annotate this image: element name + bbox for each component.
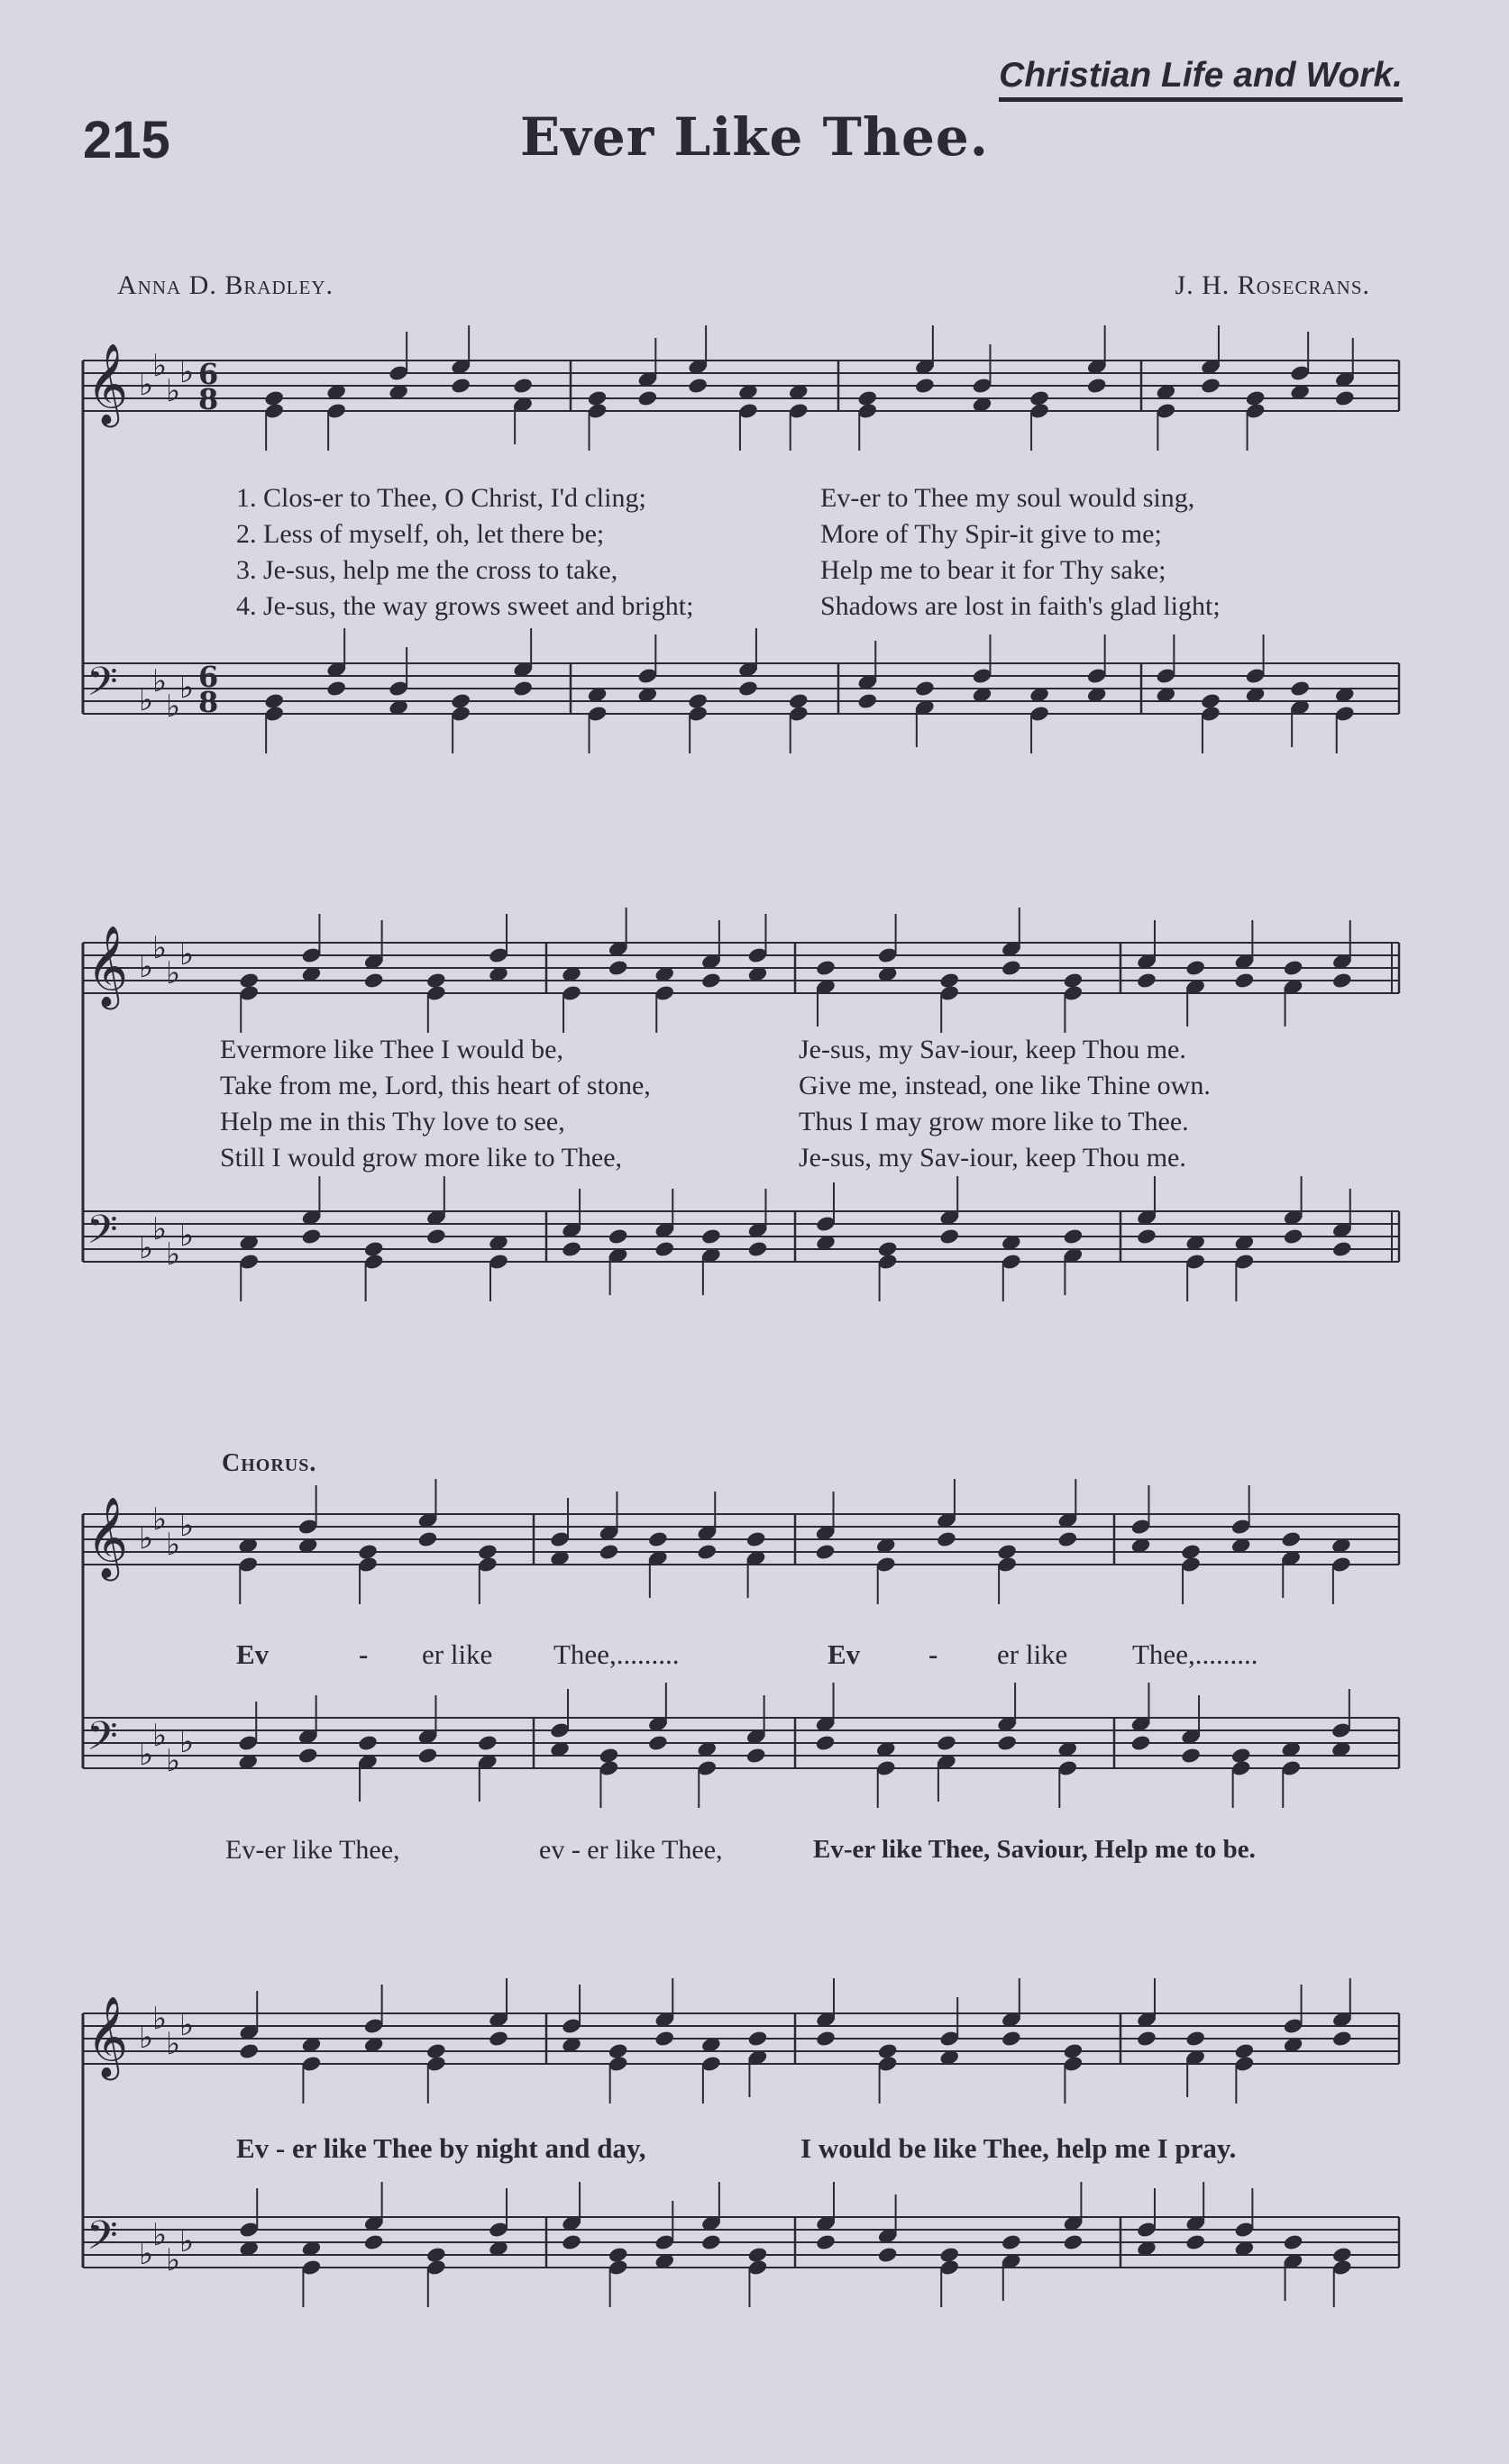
s2-verse4-part1: Still I would grow more like to Thee, — [220, 1143, 623, 1173]
system1-bass-flat-icon: ♭ — [139, 682, 154, 718]
system3-treble-flat-icon: ♭ — [179, 1508, 195, 1544]
system2-treble-note-head — [1283, 959, 1304, 977]
system4-bass-flat-icon: ♭ — [152, 2217, 168, 2253]
system4-treble-note-head — [1136, 2030, 1157, 2048]
system3-bass-note-head — [745, 1747, 767, 1765]
system4-bass-note-head — [1001, 2233, 1022, 2251]
system1-treble-flat-icon: ♭ — [179, 354, 195, 390]
system3-bass-note-head — [417, 1747, 439, 1765]
chorus-bass-lyric-2: ev - er like Thee, — [539, 1835, 723, 1865]
system4-treble-note-head — [488, 2030, 509, 2048]
final-lyric-2: I would be like Thee, help me I pray. — [800, 2132, 1237, 2164]
chorus-bass-lyric-3: Ev-er like Thee, Saviour, Help me to be. — [813, 1835, 1256, 1864]
system4-bass-flat-icon: ♭ — [166, 2242, 181, 2278]
system1-bass-time-bottom: 8 — [198, 685, 219, 719]
system2-bass-flat-icon: ♭ — [152, 1211, 168, 1247]
system3-bass-note-head — [996, 1734, 1018, 1752]
system1-bass-note-head — [325, 680, 347, 698]
s2-verse1-part2: Je-sus, my Sav-iour, keep Thou me. — [799, 1035, 1186, 1064]
system2-treble-flat-icon: ♭ — [152, 930, 168, 966]
system3-bass-flat-icon: ♭ — [179, 1724, 195, 1760]
system3-bass-note-head — [1180, 1747, 1202, 1765]
system3-treble-clef-icon: 𝄞 — [87, 1497, 129, 1578]
system2-bass-note-head — [301, 1227, 323, 1246]
system3-treble-note-head — [1280, 1530, 1302, 1548]
system4-bass-note-head — [561, 2233, 582, 2251]
system2-treble-note-head — [1001, 959, 1022, 977]
verse3-part1: 3. Je-sus, help me the cross to take, — [236, 555, 618, 585]
system3-treble-flat-icon: ♭ — [152, 1501, 168, 1538]
system3-bass-clef-icon: 𝄢 — [87, 1712, 118, 1769]
system2-treble-note-head — [363, 972, 385, 990]
system3-bass-note-head — [647, 1734, 669, 1752]
system2-bass-note-head — [1331, 1240, 1353, 1258]
verse3-part2: Help me to bear it for Thy sake; — [820, 555, 1166, 585]
system3-bass-note-head — [815, 1734, 837, 1752]
system1-treble-note-head — [637, 389, 659, 407]
system3-bass-note-head — [477, 1734, 498, 1752]
hymn-number: 215 — [83, 111, 170, 169]
system4-bass-note-head — [877, 2246, 899, 2264]
verse2-part2: More of Thy Spir-it give to me; — [820, 519, 1162, 549]
system3-treble-note-head — [696, 1543, 718, 1561]
system2-treble-note-head — [608, 959, 629, 977]
system4-treble-note-head — [654, 2030, 675, 2048]
chorus-lyric-4: Thee,......... — [553, 1638, 680, 1670]
system2-bass-note-head — [1136, 1227, 1157, 1246]
system2-bass-note-head — [938, 1227, 960, 1246]
author-credit: Anna D. Bradley. — [117, 270, 334, 300]
chorus-lyric-2: - — [359, 1638, 369, 1670]
system4-bass-note-head — [700, 2233, 722, 2251]
system2-bass-note-head — [561, 1240, 582, 1258]
final-lyric-1: Ev - er like Thee by night and day, — [236, 2132, 646, 2164]
s2-verse3-part2: Thus I may grow more like to Thee. — [799, 1107, 1189, 1136]
system4-treble-note-head — [747, 2030, 769, 2048]
system4-bass-note-head — [1063, 2233, 1084, 2251]
system3-treble-note-head — [599, 1543, 620, 1561]
s2-verse4-part2: Je-sus, my Sav-iour, keep Thou me. — [799, 1143, 1186, 1173]
system1-treble-note-head — [1334, 389, 1356, 407]
system4-treble-flat-icon: ♭ — [139, 2020, 154, 2056]
system2-bass-flat-icon: ♭ — [139, 1230, 154, 1266]
chorus-label: Chorus. — [222, 1449, 317, 1477]
system3-treble-flat-icon: ♭ — [166, 1527, 181, 1563]
system4-bass-note-head — [1283, 2233, 1304, 2251]
system3-bass-note-head — [936, 1734, 957, 1752]
system3-treble-note-head — [417, 1530, 439, 1548]
chorus-lyric-7: er like — [997, 1638, 1068, 1670]
system3-bass-note-head — [1130, 1734, 1152, 1752]
system2-bass-clef-icon: 𝄢 — [87, 1206, 118, 1263]
system3-bass-note-head — [357, 1734, 379, 1752]
system1-treble-note-head — [914, 377, 936, 395]
system1-treble-flat-icon: ♭ — [139, 367, 154, 403]
system1-treble-note-head — [1200, 377, 1221, 395]
system3-bass-flat-icon: ♭ — [166, 1743, 181, 1779]
system4-treble-flat-icon: ♭ — [179, 2007, 195, 2043]
system4-treble-note-head — [815, 2030, 837, 2048]
system2-treble-note-head — [1234, 972, 1256, 990]
system2-treble-note-head — [1184, 959, 1206, 977]
system4-bass-note-head — [815, 2233, 837, 2251]
system2-bass-note-head — [700, 1227, 722, 1246]
system3-treble-note-head — [745, 1530, 767, 1548]
chorus-bass-lyric-1: Ev-er like Thee, — [225, 1835, 400, 1865]
system4-treble-flat-icon: ♭ — [166, 2026, 181, 2062]
system4-bass-flat-icon: ♭ — [139, 2236, 154, 2272]
system1-treble-note-head — [512, 377, 534, 395]
system2-bass-note-head — [654, 1240, 675, 1258]
chorus-lyric-1: Ev — [236, 1638, 270, 1670]
system4-bass-clef-icon: 𝄢 — [87, 2212, 118, 2268]
system4-treble-flat-icon: ♭ — [152, 2001, 168, 2037]
verse1-part1: 1. Clos-er to Thee, O Christ, I'd cling; — [236, 483, 646, 513]
s2-verse2-part1: Take from me, Lord, this heart of stone, — [220, 1071, 651, 1100]
system1-bass-note-head — [737, 680, 759, 698]
system1-bass-flat-icon: ♭ — [166, 689, 181, 725]
system1-bass-flat-icon: ♭ — [179, 670, 195, 706]
system1-treble-flat-icon: ♭ — [166, 373, 181, 409]
system4-treble-clef-icon: 𝄞 — [87, 1996, 129, 2077]
system4-bass-note-head — [363, 2233, 385, 2251]
system1-treble-time-top: 6 — [198, 357, 219, 391]
system1-treble-clef-icon: 𝄞 — [87, 343, 129, 424]
system2-treble-flat-icon: ♭ — [179, 936, 195, 972]
system1-treble-flat-icon: ♭ — [152, 348, 168, 384]
system1-treble-note-head — [687, 377, 709, 395]
s2-verse2-part2: Give me, instead, one like Thine own. — [799, 1071, 1211, 1100]
chorus-lyric-3: er like — [422, 1638, 493, 1670]
system4-treble-note-head — [1331, 2030, 1353, 2048]
s2-verse3-part1: Help me in this Thy love to see, — [220, 1107, 565, 1136]
system2-treble-flat-icon: ♭ — [139, 949, 154, 985]
system1-bass-note-head — [914, 680, 936, 698]
system1-bass-note-head — [512, 680, 534, 698]
system1-treble-note-head — [1086, 377, 1108, 395]
system1-treble-time-bottom: 8 — [198, 382, 219, 416]
hymn-title: Ever Like Thee. — [520, 106, 989, 168]
system2-treble-note-head — [1331, 972, 1353, 990]
verse4-part1: 4. Je-sus, the way grows sweet and bright; — [236, 591, 694, 621]
system3-treble-flat-icon: ♭ — [139, 1520, 154, 1556]
system1-bass-note-head — [856, 692, 878, 710]
chorus-lyric-5: Ev — [828, 1638, 861, 1670]
system2-bass-flat-icon: ♭ — [166, 1237, 181, 1273]
system3-treble-note-head — [936, 1530, 957, 1548]
chorus-lyric-6: - — [928, 1638, 938, 1670]
system3-bass-flat-icon: ♭ — [152, 1718, 168, 1754]
system1-bass-time-top: 6 — [198, 660, 219, 694]
system4-treble-note-head — [238, 2042, 260, 2060]
system3-bass-note-head — [297, 1747, 319, 1765]
system2-bass-note-head — [1063, 1227, 1084, 1246]
system3-treble-note-head — [815, 1543, 837, 1561]
verse1-part2: Ev-er to Thee my soul would sing, — [820, 483, 1195, 513]
system2-bass-note-head — [608, 1227, 629, 1246]
system3-treble-note-head — [1057, 1530, 1079, 1548]
system2-bass-flat-icon: ♭ — [179, 1218, 195, 1254]
system1-bass-clef-icon: 𝄢 — [87, 658, 118, 715]
composer-credit: J. H. Rosecrans. — [1175, 270, 1370, 300]
system2-treble-note-head — [1136, 972, 1157, 990]
system2-treble-flat-icon: ♭ — [166, 955, 181, 991]
system3-treble-note-head — [647, 1530, 669, 1548]
system2-treble-note-head — [700, 972, 722, 990]
system4-treble-note-head — [1001, 2030, 1022, 2048]
system4-bass-note-head — [1184, 2233, 1206, 2251]
system1-treble-note-head — [450, 377, 471, 395]
system3-bass-flat-icon: ♭ — [139, 1737, 154, 1773]
system4-bass-flat-icon: ♭ — [179, 2223, 195, 2259]
system4-treble-note-head — [1184, 2030, 1206, 2048]
system2-treble-note-head — [815, 959, 837, 977]
system2-treble-clef-icon: 𝄞 — [87, 926, 129, 1007]
chorus-lyric-8: Thee,......... — [1132, 1638, 1258, 1670]
verse2-part1: 2. Less of myself, oh, let there be; — [236, 519, 605, 549]
s2-verse1-part1: Evermore like Thee I would be, — [220, 1035, 563, 1064]
system2-bass-note-head — [425, 1227, 447, 1246]
system2-bass-note-head — [747, 1240, 769, 1258]
system1-bass-flat-icon: ♭ — [152, 663, 168, 699]
system2-bass-note-head — [1283, 1227, 1304, 1246]
section-heading: Christian Life and Work. — [999, 56, 1403, 102]
verse4-part2: Shadows are lost in faith's glad light; — [820, 591, 1221, 621]
system1-bass-note-head — [1289, 680, 1311, 698]
